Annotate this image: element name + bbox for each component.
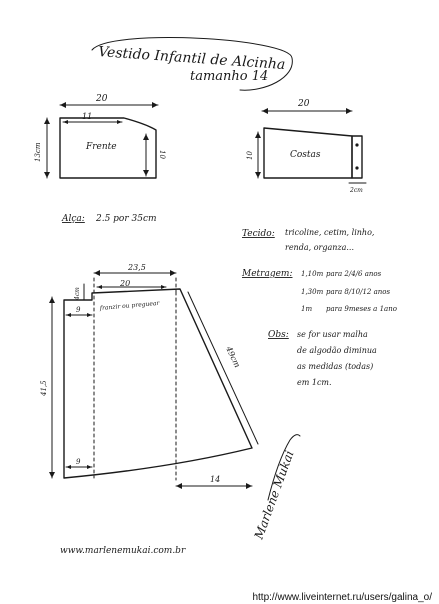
back-tab	[352, 136, 362, 178]
skirt-diagonal: 49cm	[224, 345, 242, 370]
front-label: Frente	[86, 142, 117, 152]
website: www.marlenemukai.com.br	[60, 546, 186, 556]
fabric-label: Tecido:	[242, 229, 275, 239]
back-tab-size: 2cm	[350, 187, 363, 194]
yardage-amount-1: 1,10m	[301, 270, 324, 278]
back-label: Costas	[290, 150, 321, 160]
skirt-fold-label: franzir ou preguear	[99, 299, 160, 312]
yardage-text-2: para 8/10/12 anos	[326, 288, 391, 296]
strap-text: 2.5 por 35cm	[96, 214, 157, 224]
note-line-2: de algodão diminua	[297, 346, 377, 355]
title-line-2: tamanho 14	[190, 69, 269, 84]
skirt-inner-width: 20	[120, 279, 131, 288]
note-line-1: se for usar malha	[297, 330, 368, 339]
fabric-line-2: renda, organza...	[285, 243, 354, 252]
signature: Marlene Mukai	[251, 448, 297, 542]
watermark: http://www.liveinternet.ru/users/galina_o/	[252, 592, 432, 603]
yardage-amount-2: 1,30m	[301, 288, 324, 296]
fabric-line-1: tricoline, cetim, linho,	[285, 228, 375, 237]
back-piece	[246, 99, 366, 194]
yardage-text-3: para 9meses a 1ano	[326, 305, 397, 313]
skirt-piece	[40, 263, 258, 489]
skirt-top-width: 23,5	[128, 263, 146, 272]
yardage-text-1: para 2/4/6 anos	[326, 270, 382, 278]
yardage-amount-3: 1m	[301, 305, 313, 313]
title-line-1: Vestido Infantil de Alcinha	[97, 44, 286, 74]
skirt-height: 41,5	[40, 380, 48, 396]
skirt-outline	[64, 289, 252, 478]
back-height: 10	[246, 151, 254, 160]
note-label: Obs:	[268, 330, 289, 340]
front-piece	[34, 94, 166, 178]
skirt-bottom-extend: 14	[210, 475, 221, 484]
front-left-height: 13cm	[34, 142, 42, 162]
skirt-top-rise: 4cm	[74, 287, 81, 300]
note-line-3: as medidas (todas)	[297, 362, 374, 371]
strap-label: Alça:	[62, 214, 85, 224]
note-line-4: em 1cm.	[297, 378, 332, 387]
skirt-diagonal-arrow	[188, 292, 258, 444]
skirt-left-top: 9	[76, 306, 81, 314]
yardage-label: Metragem:	[242, 269, 293, 279]
back-width: 20	[298, 99, 310, 109]
front-right-height: 10	[158, 150, 166, 159]
front-notch: 11	[82, 112, 93, 121]
skirt-left-bottom: 9	[76, 458, 81, 466]
front-width: 20	[96, 94, 108, 104]
